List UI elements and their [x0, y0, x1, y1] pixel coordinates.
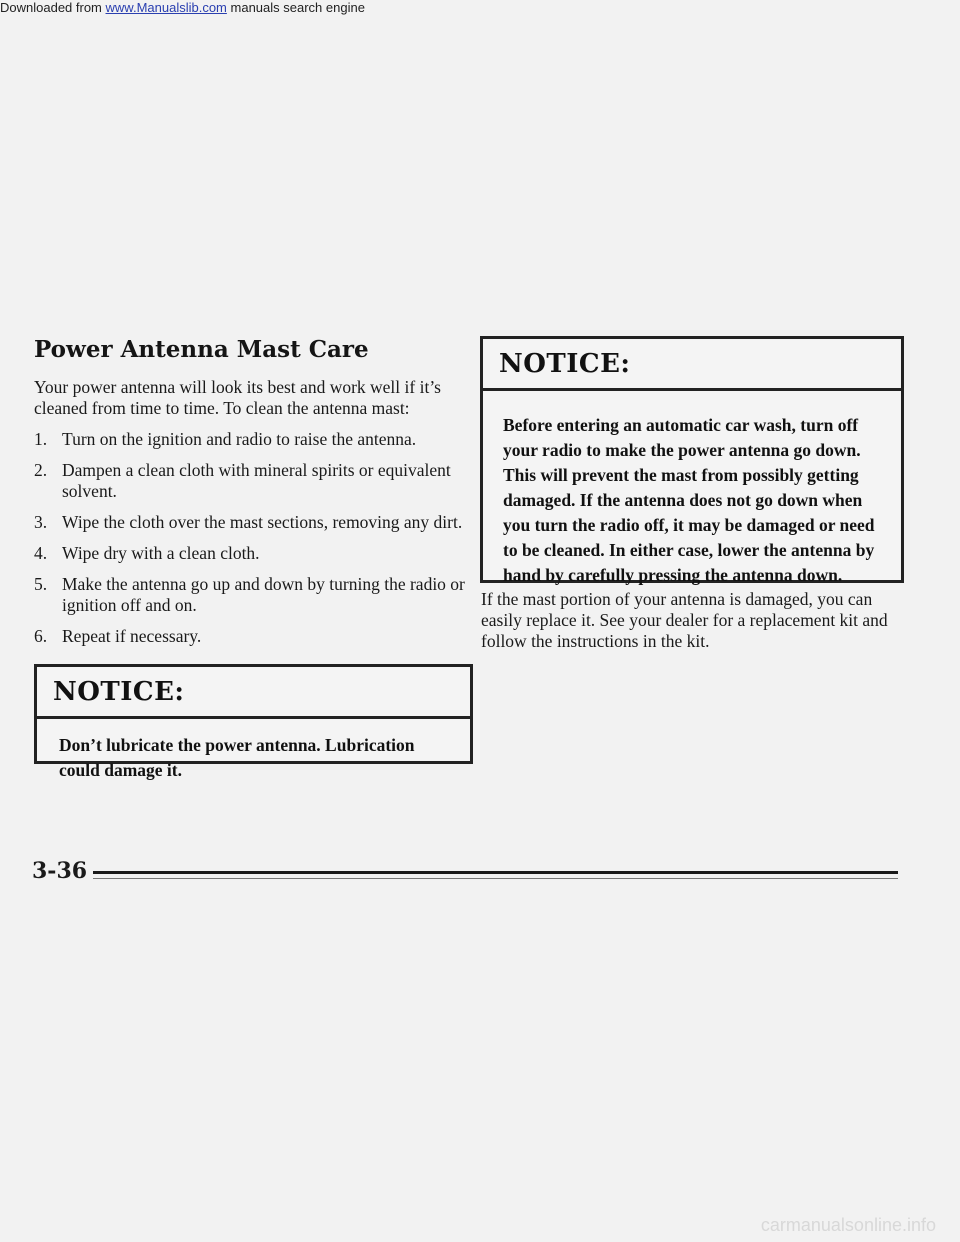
step-text: Turn on the ignition and radio to raise the antenna. — [62, 429, 417, 449]
step-item — [34, 429, 474, 450]
step-number: 5. — [34, 574, 48, 594]
intro-paragraph: Your power antenna will look its best and work well if it’s cleaned from time to time. To clean the antenna mast: — [34, 377, 441, 418]
notice-box-lubrication — [34, 664, 473, 780]
notice-title: NOTICE: — [53, 677, 185, 707]
step-item — [34, 460, 474, 502]
notice-header — [483, 339, 901, 391]
footer-rule — [80, 871, 898, 874]
step-text: Make the antenna go up and down by turning the radio or ignition off and on. — [62, 574, 465, 615]
download-banner — [0, 0, 365, 15]
step-text: Wipe the cloth over the mast sections, removing any dirt. — [62, 512, 463, 532]
step-text: Dampen a clean cloth with mineral spirits or equivalent solvent. — [62, 460, 451, 501]
step-item — [34, 574, 474, 616]
notice-body: Before entering an automatic car wash, turn off your radio to make the power antenna go down. This will prevent the mast from possibly getting damaged. If the antenna does not go down when you turn the radio off, it may be damaged or need to be cleaned. In either case, lower the antenna by hand by carefully pressing the antenna down. — [503, 415, 875, 585]
step-number: 2. — [34, 460, 48, 480]
step-number: 1. — [34, 429, 48, 449]
step-number: 4. — [34, 543, 48, 563]
notice-title: NOTICE: — [499, 349, 631, 379]
manualslib-link[interactable]: www.Manualslib.com — [105, 0, 227, 15]
step-number: 3. — [34, 512, 48, 532]
notice-header — [37, 667, 470, 719]
section-title: Power Antenna Mast Care — [34, 336, 369, 363]
notice-body: Don’t lubricate the power antenna. Lubrication could damage it. — [59, 735, 415, 780]
replacement-paragraph: If the mast portion of your antenna is damaged, you can easily replace it. See your dealer for a replacement kit and follow the instructions in the kit. — [481, 589, 888, 651]
page-number: 3-36 — [32, 858, 93, 884]
left-column — [34, 336, 474, 657]
steps-list — [34, 429, 474, 647]
step-text: Wipe dry with a clean cloth. — [62, 543, 260, 563]
step-number: 6. — [34, 626, 48, 646]
watermark: carmanualsonline.info — [760, 1215, 936, 1235]
banner-prefix: Downloaded from — [0, 0, 102, 15]
notice-box-car-wash — [480, 336, 904, 583]
step-item — [34, 512, 474, 533]
step-text: Repeat if necessary. — [62, 626, 202, 646]
step-item — [34, 626, 474, 647]
banner-suffix: manuals search engine — [230, 0, 365, 15]
step-item — [34, 543, 474, 564]
footer-rule-thin — [80, 878, 898, 879]
